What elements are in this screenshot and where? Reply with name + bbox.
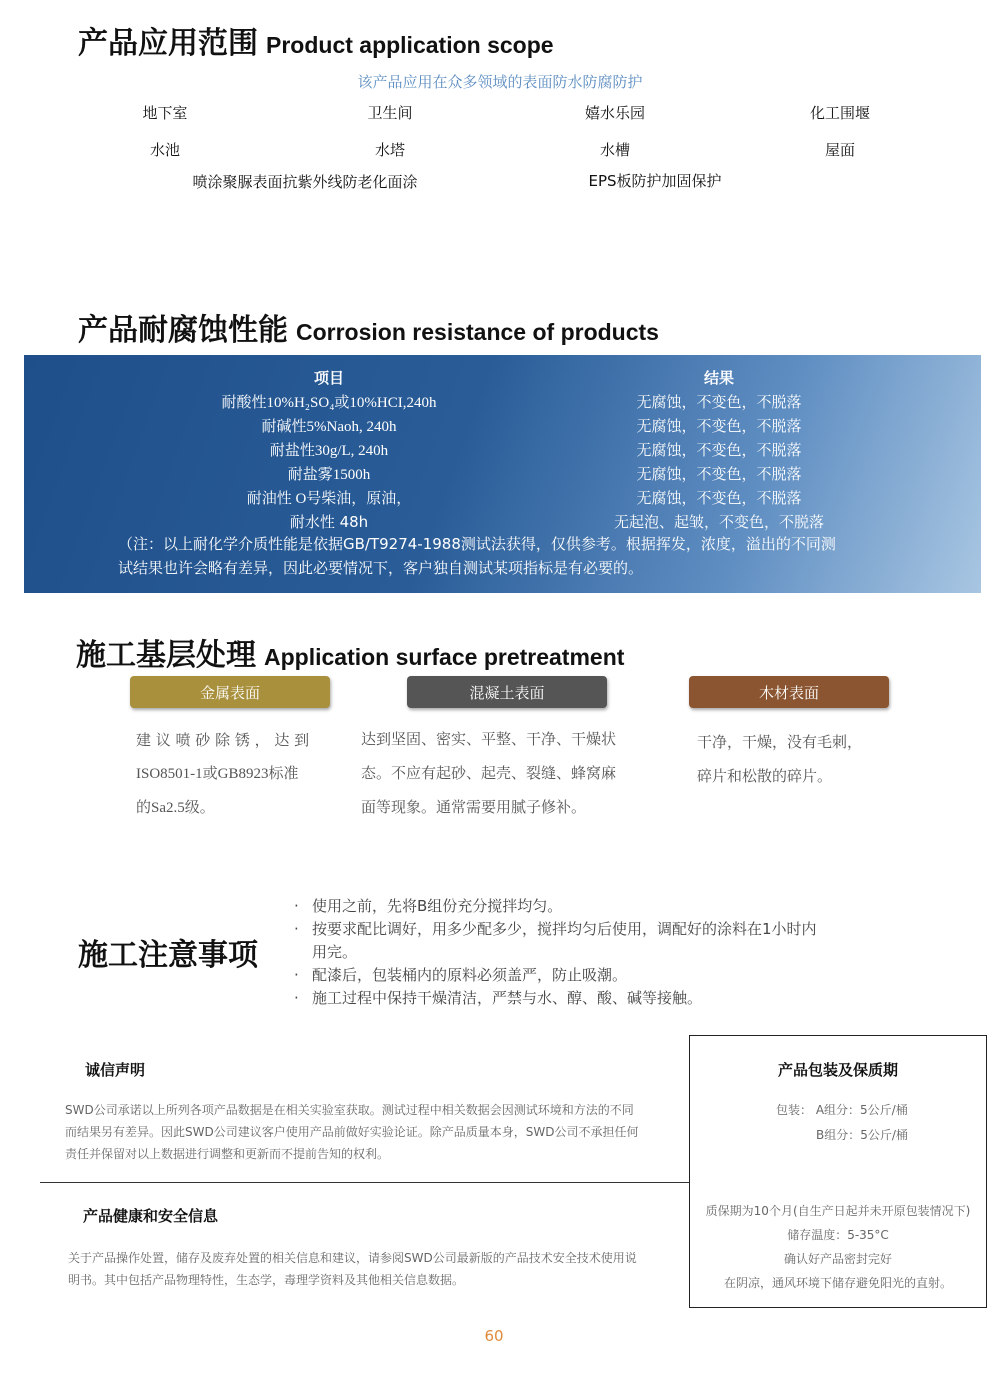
corrosion-note-line: 试结果也许会略有差异，因此必要情况下，客户独自测试某项指标是有必要的。 [118,559,644,577]
metal-text-line: 建 议 喷 砂 除 锈 ， 达 到 [136,731,310,749]
notice-item-text: 施工过程中保持干燥清洁，严禁与水、醇、酸、碱等接触。 [312,989,703,1007]
concrete-text-line: 达到坚固、密实、平整、干净、干燥状 [361,730,617,748]
application-item: 屋面 [824,141,855,159]
application-scope-title [78,18,554,62]
notice-item [290,918,890,964]
application-item: 嬉水乐园 [584,104,645,122]
concrete-text-line: 态。不应有起砂、起壳、裂缝、蜂窝麻 [361,764,617,782]
notice-item [290,895,890,918]
table-cell-item: 耐盐性30g/L, 240h [269,443,389,459]
concrete-surface-tag: 混凝土表面 [407,676,607,708]
corrosion-title-en: Corrosion resistance of products [296,319,659,345]
application-scope-title-en: Product application scope [266,32,554,58]
table-cell-result: 无腐蚀，不变色，不脱落 [636,441,802,459]
notice-item [290,987,890,1010]
application-item: 卫生间 [367,104,413,122]
application-item: 地下室 [142,104,188,122]
application-item: 水池 [149,141,180,159]
notice-title-cn: 施工注意事项 [78,938,258,973]
application-item-wide: EPS板防护加固保护 [588,172,722,190]
metal-text-line: ISO8501-1或GB8923标准 [136,766,299,782]
application-item: 水塔 [374,141,405,159]
divider [40,1182,689,1183]
health-line: 关于产品操作处置，储存及废弃处置的相关信息和建议，请参阅SWD公司最新版的产品技术安全技术使用说 [68,1251,637,1265]
corrosion-title [78,305,659,349]
health-line: 明书。其中包括产品物理特性，生态学，毒理学资料及其他相关信息数据。 [68,1273,465,1287]
pretreatment-title-en: Application surface pretreatment [264,644,625,670]
storage-temp: 储存温度：5-35°C [787,1228,889,1242]
integrity-text [65,1099,675,1165]
table-header-item: 项目 [313,369,344,387]
integrity-line: 责任并保留对以上数据进行调整和更新而不提前告知的权利。 [65,1147,390,1161]
packaging-title: 产品包装及保质期 [777,1061,898,1079]
bullet-icon: · [294,897,299,915]
table-cell-result: 无腐蚀，不变色，不脱落 [636,417,802,435]
table-cell-item: 耐盐雾1500h [287,467,371,483]
sealed-note: 确认好产品密封完好 [783,1252,892,1266]
notice-list [290,895,890,1010]
bullet-icon: · [294,989,299,1007]
corrosion-note [118,532,898,580]
health-text [68,1247,678,1291]
application-item-wide: 喷涂聚脲表面抗紫外线防老化面涂 [192,173,418,191]
integrity-title: 诚信声明 [85,1061,146,1079]
metal-text-line: 的Sa2.5级。 [136,800,215,816]
notice-item-text: 配漆后，包装桶内的原料必须盖严，防止吸潮。 [312,966,628,984]
wood-text-line: 碎片和松散的碎片。 [697,767,833,785]
application-item: 水槽 [599,141,630,159]
application-intro: 该产品应用在众多领域的表面防水防腐防护 [357,73,643,91]
table-cell-item: 耐油性 O号柴油，原油， [246,491,412,507]
bullet-icon: · [294,966,299,984]
notice-item-text: 用完。 [312,943,358,961]
metal-surface-tag: 金属表面 [130,676,330,708]
notice-item [290,964,890,987]
notice-title [78,930,258,974]
packaging-a: 包装： A组分：5公斤/桶 [776,1103,908,1117]
health-title: 产品健康和安全信息 [83,1207,219,1225]
wood-surface-tag: 木材表面 [689,676,889,708]
corrosion-title-cn: 产品耐腐蚀性能 [78,313,288,348]
notice-item-text: 使用之前，先将B组份充分搅拌均匀。 [312,897,563,915]
integrity-line: 而结果另有差异。因此SWD公司建议客户使用产品前做好实验论证。除产品质量本身，SWD公司不承担任何 [65,1125,639,1139]
bullet-icon: · [294,920,299,938]
metal-surface-text [136,723,336,825]
storage-note: 在阴凉，通风环境下储存避免阳光的直射。 [723,1276,952,1290]
table-cell-result: 无起泡、起皱，不变色，不脱落 [613,513,824,531]
corrosion-note-line: （注：以上耐化学介质性能是依据GB/T9274-1988测试法获得，仅供参考。根据挥发，浓度，溢出的不同测 [118,535,836,553]
application-item: 化工围堰 [809,104,870,122]
table-cell-item: 耐碱性5%Naoh, 240h [261,419,397,435]
table-cell-item: 耐酸性10%H₂SO₄或10%HCI,240h [221,395,437,411]
concrete-surface-text [361,722,661,824]
integrity-line: SWD公司承诺以上所列各项产品数据是在相关实验室获取。测试过程中相关数据会因测试环境和方法的不同 [65,1103,634,1117]
pretreatment-title-cn: 施工基层处理 [76,638,256,673]
shelf-life: 质保期为10个月(自生产日起并未开原包装情况下) [705,1204,971,1218]
wood-text-line: 干净，干燥，没有毛刺， [697,733,863,751]
table-cell-result: 无腐蚀，不变色，不脱落 [636,393,802,411]
page-number: 60 [484,1327,504,1345]
packaging-box [689,1035,987,1308]
wood-surface-text [697,725,937,793]
table-cell-result: 无腐蚀，不变色，不脱落 [636,465,802,483]
table-header-result: 结果 [703,369,734,387]
notice-item-text: 按要求配比调好，用多少配多少，搅拌均匀后使用，调配好的涂料在1小时内 [312,920,817,938]
pretreatment-title [76,630,624,674]
corrosion-table-panel [24,355,981,593]
table-cell-item: 耐水性 48h [289,513,369,531]
packaging-b: B组分：5公斤/桶 [816,1128,908,1142]
table-cell-result: 无腐蚀，不变色，不脱落 [636,489,802,507]
application-scope-title-cn: 产品应用范围 [78,26,258,61]
concrete-text-line: 面等现象。通常需要用腻子修补。 [361,798,587,816]
